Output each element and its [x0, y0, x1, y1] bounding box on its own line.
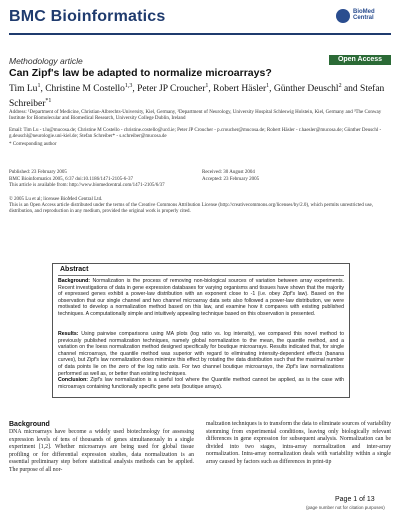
abstract-background — [58, 278, 344, 318]
author-emails: Email: Tim Lu - t.lu@mucosa.de; Christine M Costello - christine.costello@ucd.ie; Peter JP Croucher - p.croucher@mucosa.de; Robert Häsler - r.haesler@mucosa.de; Günther Deuschl - g.deuschl@neurologie.uni-kiel.de; Stefan Schreiber* - s.schreiber@mucosa.de — [9, 128, 382, 140]
page-number: Page 1 of 13 — [335, 496, 375, 503]
header-rule — [9, 33, 391, 35]
author-affiliation-marker: *1 — [45, 98, 52, 105]
body-column-left: DNA microarrays have become a widely used biotechnology for assessing expression levels of tens of thousands of genes simultaneously in a single experiment [1,2]. Whether microarrays are being used for global tissue profiling or for differential expression studies, data normalization is an essential preliminary step before statistical analysis methods can be applied. The purpose of all nor- — [9, 429, 194, 473]
author-affiliation-marker: 1,3 — [124, 83, 133, 89]
author-affiliation-marker: 1 — [37, 83, 41, 89]
author-name[interactable]: Peter JP Croucher — [137, 84, 206, 95]
open-access-badge: Open Access — [329, 55, 391, 65]
author-name[interactable]: Christine M Costello — [45, 84, 125, 95]
author-affiliation-marker: 1 — [266, 83, 270, 89]
author-list: Tim Lu$^1$, Christine M Costello$^{1,3}$, Peter JP Croucher$^1$, Robert Häsler$^1$, Günther Deuschl$^2$ and Stefan Schreiber$^{*1}$ — [9, 83, 385, 110]
author-name[interactable]: Günther Deuschl — [273, 84, 339, 95]
article-type: Methodology article — [9, 56, 83, 66]
abstract-heading: Abstract — [60, 266, 89, 273]
article-url[interactable]: This article is available from: http://www.biomedcentral.com/1471-2105/6/37 — [9, 183, 165, 188]
abstract-conclusion-label: Conclusion: — [58, 377, 88, 383]
abstract-conclusion — [58, 377, 344, 390]
published-date: Published: 23 February 2005 — [9, 170, 67, 175]
affiliations: Address: ¹Department of Medicine, Christian-Albrechts-University, Kiel, Germany, ²Department of Neurology, University Hospital Schleswig Holstein, Kiel, Germany and ³The Conway Institute for Biomolecular and Biomedical Research, University College Dublin, Ireland — [9, 110, 382, 122]
citation: BMC Bioinformatics 2005, 6:37 doi:10.1186/1471-2105-6-37 — [9, 177, 133, 182]
author-name[interactable]: Stefan Schreiber — [9, 84, 385, 110]
corresponding-author-note: * Corresponding author — [9, 142, 57, 147]
page-note: (page number not for citation purposes) — [306, 505, 385, 510]
abstract-conclusion-text: Zipf's law normalization is a useful tool where the Quantile method cannot be applied, as is the case with microarrays containing functionally specific gene sets (boutique arrays). — [58, 377, 344, 390]
journal-title: BMC Bioinformatics — [9, 8, 166, 25]
abstract-results-label: Results: — [58, 331, 79, 337]
author-affiliation-marker: 2 — [338, 83, 342, 89]
accepted-date: Accepted: 23 February 2005 — [202, 177, 260, 182]
abstract-rule — [58, 275, 344, 276]
body-column-right: malization techniques is to transform the data to eliminate sources of variability stemming from experimental conditions, leaving only biologically relevant differences in gene expression for subsequent analysis. Normalization can be divided into two stages, intra-array normalization and inter-array normalization. Intra-array normalization deals with variability within a single array caused by factors such as differences in print-tip — [206, 421, 391, 465]
abstract-background-text: Normalization is the process of removing non-biological sources of variation between array experiments. Recent investigations of data in gene expression databases for varying organisms and tissues have shown that the majority of expressed genes exhibit a power-law distribution with an exponent close to -1 (i.e. obey Zipf's law). Based on the observation that our single channel and two channel microarray data sets also followed a power-law distribution, we were motivated to develop a normalization method based on this law, and examine how it compares with existing published techniques. A computationally simple and intuitively appealing technique based on this observation is presented. — [58, 278, 344, 317]
article-title: Can Zipf's law be adapted to normalize microarrays? — [9, 67, 272, 79]
received-date: Received: 30 August 2004 — [202, 170, 255, 175]
author-affiliation-marker: 1 — [205, 83, 209, 89]
license-text: This is an Open Access article distributed under the terms of the Creative Commons Attribution License (http://creativecommons.org/licenses/by/2.0), which permits unrestricted use, distribution, and reproduction in any medium, provided the original work is properly cited. — [9, 203, 373, 215]
section-heading-background: Background — [9, 421, 50, 428]
author-name[interactable]: Robert Häsler — [213, 84, 267, 95]
logo-text: BioMed Central — [353, 9, 375, 21]
author-name[interactable]: Tim Lu — [9, 84, 38, 95]
copyright-line: © 2005 Lu et al; licensee BioMed Central Ltd. — [9, 197, 103, 202]
abstract-results — [58, 331, 344, 377]
abstract-background-label: Background: — [58, 278, 90, 284]
logo-mark-icon — [336, 9, 350, 23]
publisher-logo — [336, 9, 390, 29]
abstract-results-text: Using pairwise comparisons using MA plots (log ratio vs. log intensity), we compared this novel method to previously published normalization techniques, namely global normalization to the mean, the quantile method, and a variation on the loess normalization method designed specifically for boutique microarrays. Results indicated that, for single channel microarrays, the quantile method was superior with regard to eliminating intensity-dependent effects (banana curves), but Zipf's law normalization does minimize this effect by rotating the data distribution such that the maximal number of data points lie on the zero of the log ratio axis. For two channel boutique microarrays, the Zipf's law normalizations performed as well as, or better than existing techniques. — [58, 331, 344, 377]
